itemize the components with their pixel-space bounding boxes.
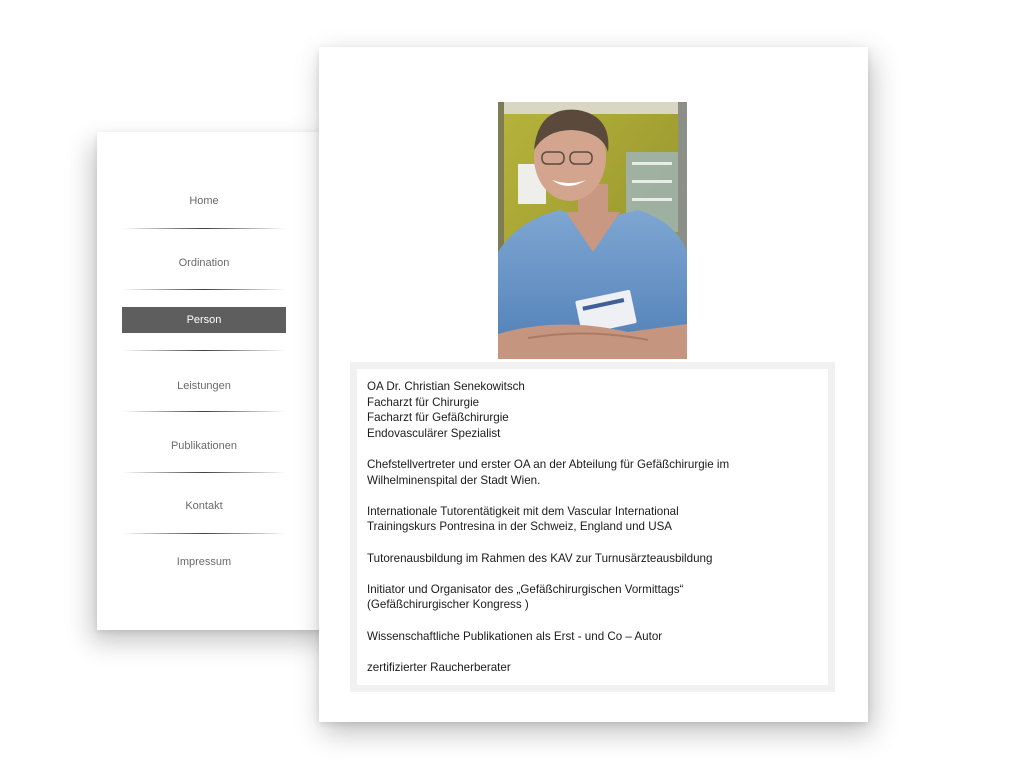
paragraph-line: Tutorenausbildung im Rahmen des KAV zur Turnusärzteausbildung [367,551,713,565]
content-panel [319,47,868,722]
profile-paragraph [367,629,818,645]
nav-divider [122,411,286,412]
nav-home[interactable]: Home [189,195,219,207]
paragraph-line: Wissenschaftliche Publikationen als Erst - und Co – Autor [367,629,663,643]
paragraph-line: Trainingskurs Pontresina in der Schweiz, England und USA [367,520,673,534]
paragraph-line: Chefstellvertreter und erster OA an der Abteilung für Gefäßchirurgie im [367,457,730,471]
nav-ordination[interactable]: Ordination [178,257,230,269]
profile-name: OA Dr. Christian Senekowitsch [367,380,525,393]
profile-frame [350,362,835,692]
nav-kontakt[interactable]: Kontakt [185,500,223,512]
profile-title: Facharzt für Gefäßchirurgie [367,411,509,425]
profile-title: Endovasculärer Spezialist [367,426,501,440]
paragraph-line: (Gefäßchirurgischer Kongress ) [367,598,529,612]
portrait-photo [498,102,687,359]
profile-paragraph [367,660,818,676]
profile-text [357,369,828,685]
paragraph-line: Internationale Tutorentätigkeit mit dem Vascular International [367,504,679,518]
nav-divider [122,289,286,290]
nav-impressum[interactable]: Impressum [176,556,232,568]
profile-title: Facharzt für Chirurgie [367,395,480,409]
profile-paragraph [367,551,818,567]
paragraph-line: Initiator und Organisator des „Gefäßchirurgischen Vormittags“ [367,582,684,596]
nav-divider [122,350,286,351]
paragraph-line: Wilhelminenspital der Stadt Wien. [367,473,541,487]
nav-divider [122,472,286,473]
nav-publikationen[interactable]: Publikationen [170,440,238,452]
profile-header [367,379,818,441]
profile-paragraph [367,457,818,488]
nav-leistungen[interactable]: Leistungen [177,380,231,392]
profile-paragraph [367,504,818,535]
nav-person[interactable]: Person [122,307,286,333]
profile-paragraph [367,582,818,613]
paragraph-line: zertifizierter Raucherberater [367,660,511,674]
navigation-panel [97,132,337,630]
nav-divider [122,533,286,534]
nav-divider [122,228,286,229]
